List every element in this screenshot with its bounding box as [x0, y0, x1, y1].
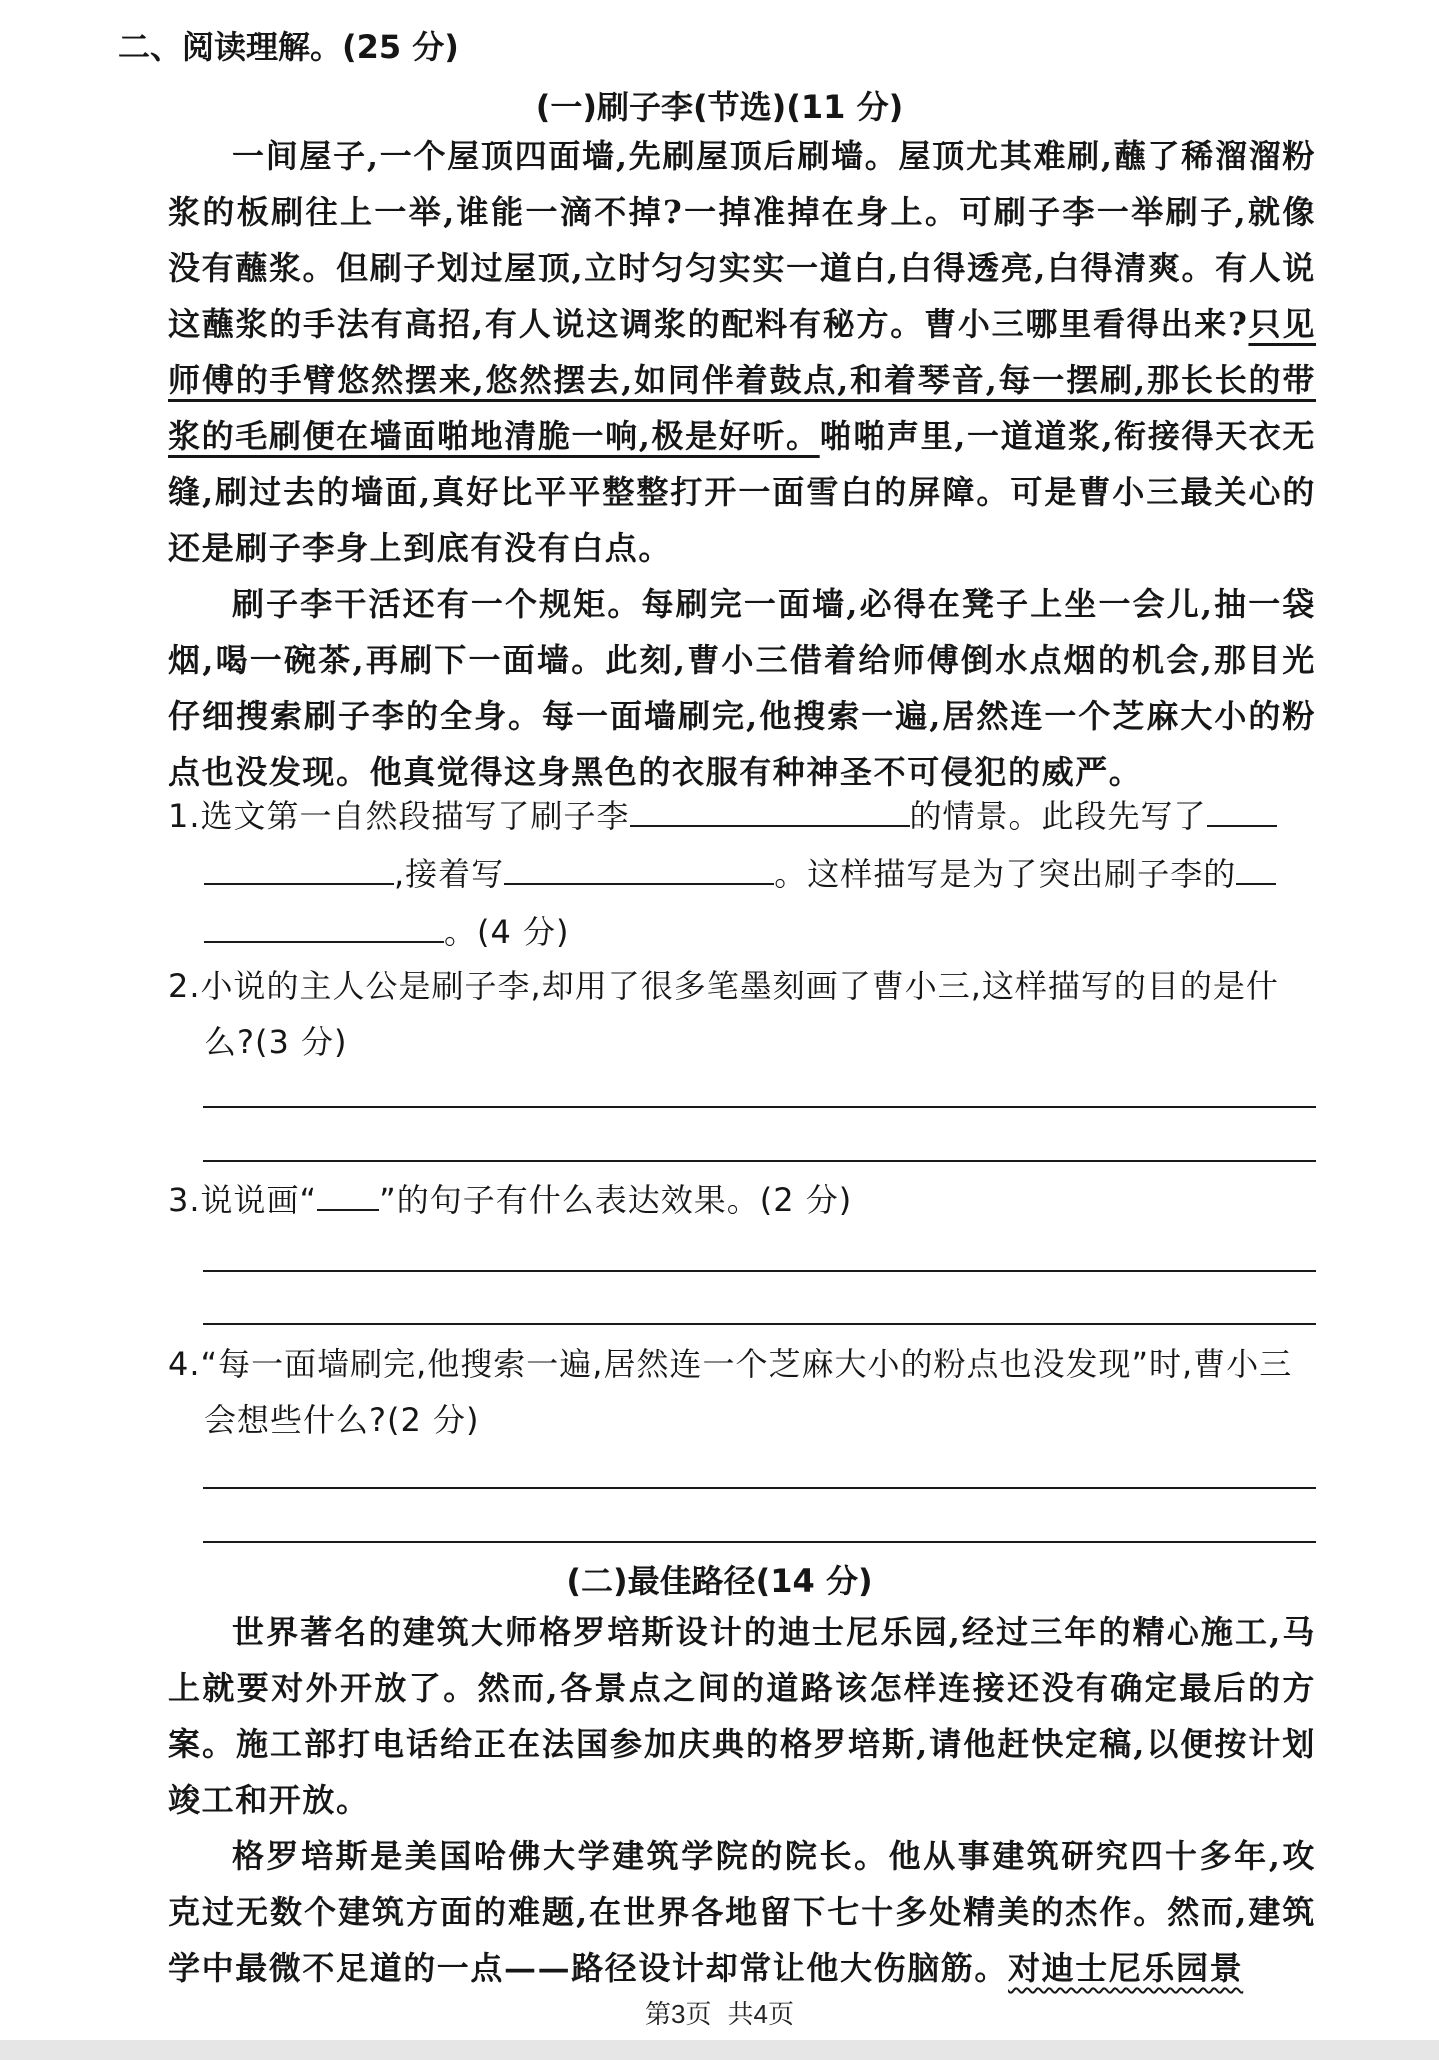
passage1-title: (一)刷子李(节选)(11 分): [535, 88, 904, 126]
q1-part-b: 的情景。此段先写了: [909, 797, 1207, 835]
q2-text: 2.小说的主人公是刷子李,却用了很多笔墨刻画了曹小三,这样描写的目的是什么?(3 分): [168, 967, 1279, 1061]
q3-answer-line-1[interactable]: [203, 1270, 1316, 1272]
page-number: 第3页: [645, 1999, 712, 2029]
passage2-paragraph-2: [168, 1828, 1316, 1996]
p2-before: 格罗培斯是美国哈佛大学建筑学院的院长。他从事建筑研究四十多年,攻克过无数个建筑方面的难题,在世界各地留下七十多处精美的杰作。然而,建筑学中最微不足道的一点——路径设计却常让他大伤脑筋。: [168, 1837, 1316, 1987]
q3-blank: [317, 1175, 379, 1211]
q2-answer-line-1[interactable]: [203, 1106, 1316, 1108]
question-4: [168, 1336, 1316, 1448]
q3-answer-line-2[interactable]: [203, 1323, 1316, 1325]
p1-before: 一间屋子,一个屋顶四面墙,先刷屋顶后刷墙。屋顶尤其难刷,蘸了稀溜溜粉浆的板刷往上一举,谁能一滴不掉?一掉准掉在身上。可刷子李一举刷子,就像没有蘸浆。但刷子划过屋顶,立时匀匀实实一道白,白得透亮,白得清爽。有人说这蘸浆的手法有高招,有人说这调浆的配料有秘方。曹小三哪里看得出来?: [168, 137, 1316, 343]
passage2-title: (二)最佳路径(14 分): [566, 1562, 873, 1600]
p1-after: 啪啪声里,一道道浆,衔接得天衣无缝,刷过去的墙面,真好比平平整整打开一面雪白的屏障。可是曹小三最关心的还是刷子李身上到底有没有白点。: [168, 417, 1316, 567]
q1-blank-4[interactable]: [1236, 849, 1276, 885]
passage2-text: [168, 1604, 1316, 1996]
page-footer: [0, 1994, 1439, 2031]
page-total: 共4页: [727, 1999, 794, 2029]
q1-blank-2[interactable]: [1207, 791, 1277, 827]
passage1-paragraph-1: [168, 128, 1316, 576]
q2-answer-line-2[interactable]: [203, 1160, 1316, 1162]
q1-blank-3[interactable]: [504, 849, 774, 885]
question-3: [168, 1172, 1316, 1228]
q1-part-e: 。(4 分): [444, 913, 570, 951]
passage1-text: [168, 128, 1316, 800]
q1-part-c: ,接着写: [394, 855, 505, 893]
passage2-paragraph-1: 世界著名的建筑大师格罗培斯设计的迪士尼乐园,经过三年的精心施工,马上就要对外开放了。然而,各景点之间的道路该怎样连接还没有确定最后的方案。施工部打电话给正在法国参加庆典的格罗培斯,请他赶快定稿,以便按计划竣工和开放。: [168, 1613, 1316, 1819]
passage1-paragraph-2: 刷子李干活还有一个规矩。每刷完一面墙,必得在凳子上坐一会儿,抽一袋烟,喝一碗茶,再刷下一面墙。此刻,曹小三借着给师傅倒水点烟的机会,那目光仔细搜索刷子李的全身。每一面墙刷完,他搜索一遍,居然连一个芝麻大小的粉点也没发现。他真觉得这身黑色的衣服有种神圣不可侵犯的威严。: [168, 585, 1316, 791]
q4-answer-line-1[interactable]: [203, 1487, 1316, 1489]
q3-part-b: ”的句子有什么表达效果。(2 分): [379, 1181, 853, 1219]
underlined-sentence: 只见师傅的手臂悠然摆来,悠然摆去,如同伴着鼓点,和着琴音,每一摆刷,那长长的带浆的毛刷便在墙面啪地清脆一响,极是好听。: [168, 305, 1316, 455]
q1-blank-2-cont[interactable]: [204, 849, 394, 885]
q1-blank-4-cont[interactable]: [204, 907, 444, 943]
q4-text: 4.“每一面墙刷完,他搜索一遍,居然连一个芝麻大小的粉点也没发现”时,曹小三会想些什么?(2 分): [168, 1345, 1293, 1439]
q3-part-a: 3.说说画“: [168, 1181, 318, 1219]
q1-part-d: 。这样描写是为了突出刷子李的: [774, 855, 1237, 893]
section-title: 二、阅读理解。(25 分): [118, 28, 459, 66]
q1-blank-1[interactable]: [630, 791, 910, 827]
wavy-underlined-text: 对迪士尼乐园景: [1008, 1949, 1244, 1987]
q1-part-a: 1.选文第一自然段描写了刷子李: [168, 797, 630, 835]
question-2: [168, 958, 1316, 1070]
bottom-bar: [0, 2040, 1439, 2060]
q4-answer-line-2[interactable]: [203, 1541, 1316, 1543]
